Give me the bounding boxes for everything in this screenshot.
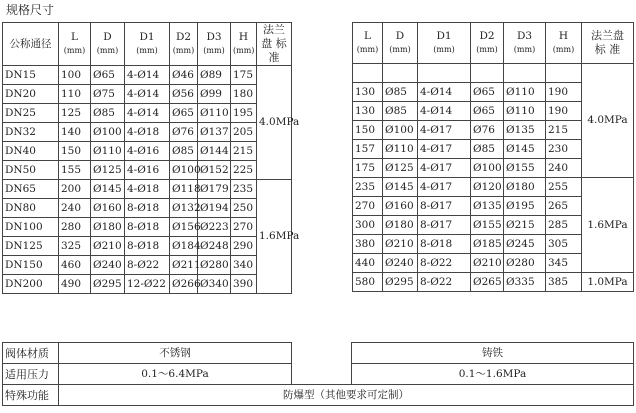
table-cell [383,64,418,83]
table-cell: Ø110 [504,83,546,102]
nominal-diameter-cell: DN80 [3,199,59,218]
nominal-diameter-cell: DN200 [3,275,59,294]
table-cell: 8-Ø18 [418,235,471,254]
table-cell: 157 [353,140,383,159]
table-cell: 4-Ø16 [125,142,170,161]
table-cell: 225 [231,161,257,180]
table-cell [471,64,504,83]
table-cell: 250 [231,199,257,218]
table-cell: 4-Ø14 [418,102,471,121]
table-cell: 130 [353,102,383,121]
table-cell: 155 [59,161,91,180]
header-label: H [238,31,249,43]
left-spec-table [2,22,300,294]
table-cell: 8-Ø22 [125,256,170,275]
header-unit: (mm) [433,45,455,54]
table-cell: 150 [59,142,91,161]
nominal-diameter-cell: DN50 [3,161,59,180]
right-spec-table [352,22,634,292]
table-cell [546,64,582,83]
table-cell: 290 [231,237,257,256]
table-cell: 4-Ø17 [418,140,471,159]
table-cell: 490 [59,275,91,294]
header-unit: (mm) [63,46,86,55]
table-cell: Ø56 [170,85,198,104]
table-row [3,66,292,85]
table-cell: Ø125 [383,159,418,178]
table-cell: Ø65 [170,104,198,123]
flange-pressure-cell: 4.0MPa [582,64,634,178]
table-cell: Ø65 [471,83,504,102]
table-row [3,85,292,104]
table-cell: 190 [546,83,582,102]
table-cell: Ø120 [471,178,504,197]
table-cell: 8-Ø22 [418,254,471,273]
table-cell: 280 [59,218,91,237]
table-cell: 390 [231,275,257,294]
table-cell: 215 [546,121,582,140]
pressure-label: 适用压力 [3,364,59,385]
header-unit: (mm) [552,45,575,54]
table-cell: Ø76 [471,121,504,140]
table-cell: Ø99 [198,85,231,104]
header-unit: (mm) [389,45,411,54]
header-cell [353,23,383,64]
header-label: 公称通径 [9,37,52,50]
header-label: D3 [516,30,533,42]
header-label: D1 [436,30,452,42]
table-row [3,199,292,218]
table-cell: 4-Ø14 [125,85,170,104]
table-cell: Ø100 [170,161,198,180]
table-cell: Ø248 [198,237,231,256]
table-cell: Ø210 [91,237,125,256]
header-label: H [558,30,569,42]
table-cell: Ø295 [383,273,418,292]
table-cell: Ø335 [504,273,546,292]
flange-pressure-cell: 4.0MPa [257,66,292,180]
table-cell: 8-Ø18 [125,237,170,256]
table-row [353,64,634,83]
table-cell: 325 [59,237,91,256]
nominal-diameter-cell: DN65 [3,180,59,199]
table-cell: 8-Ø17 [418,216,471,235]
table-row [3,142,292,161]
header-label: 法兰盘 标 准 [591,29,624,56]
nominal-diameter-cell: DN15 [3,66,59,85]
pressure-left: 0.1～6.4MPa [59,364,292,385]
table-cell: 125 [59,104,91,123]
table-cell: Ø85 [383,83,418,102]
table-cell: 8-Ø18 [125,199,170,218]
table-cell: 110 [59,85,91,104]
table-cell: Ø145 [504,140,546,159]
table-cell: Ø85 [91,104,125,123]
table-cell: 235 [353,178,383,197]
header-unit: (mm) [136,46,158,55]
nominal-diameter-cell: DN40 [3,142,59,161]
header-label: D [395,30,405,42]
table-cell: 340 [231,256,257,275]
table-cell: Ø215 [504,216,546,235]
header-label: D1 [139,31,155,43]
header-cell [257,23,292,66]
table-cell: Ø155 [504,159,546,178]
header-label: D3 [206,31,222,43]
table-cell: 150 [353,121,383,140]
table-cell: Ø100 [91,123,125,142]
table-cell: 4-Ø18 [125,123,170,142]
table-cell: Ø110 [198,104,231,123]
table-cell: 385 [546,273,582,292]
header-unit: (mm) [233,46,255,55]
table-cell: Ø155 [471,216,504,235]
table-row [353,273,634,292]
nominal-diameter-cell: DN100 [3,218,59,237]
header-cell [3,23,59,66]
table-cell: 240 [59,199,91,218]
table-cell: Ø240 [91,256,125,275]
header-unit: (mm) [172,46,195,55]
table-cell: Ø110 [504,102,546,121]
table-cell [418,64,471,83]
table-cell: Ø100 [383,121,418,140]
special-label: 特殊功能 [3,385,59,406]
header-cell [471,23,504,64]
header-unit: (mm) [203,46,225,55]
table-cell: Ø100 [471,159,504,178]
table-cell: Ø156 [170,218,198,237]
nominal-diameter-cell: DN32 [3,123,59,142]
material-table [2,342,634,406]
table-cell: 240 [546,159,582,178]
table-cell: 230 [546,140,582,159]
page-title: 规格尺寸 [6,3,55,17]
table-cell: 270 [353,197,383,216]
table-cell: 140 [59,123,91,142]
table-cell: Ø223 [198,218,231,237]
flange-pressure-cell: 1.6MPa [582,178,634,273]
table-row [3,256,292,275]
table-cell: Ø75 [91,85,125,104]
table-cell: Ø185 [471,235,504,254]
header-label: 法兰盘 标 准 [261,23,287,64]
table-cell: 4-Ø14 [418,83,471,102]
table-cell: Ø85 [170,142,198,161]
table-cell: Ø110 [383,140,418,159]
table-cell: Ø265 [471,273,504,292]
table-cell: Ø211 [170,256,198,275]
header-label: L [71,31,78,43]
table-cell: 4-Ø18 [125,180,170,199]
table-cell: 285 [546,216,582,235]
table-cell: Ø195 [504,197,546,216]
gap-cell [292,343,352,364]
table-cell: 205 [231,123,257,142]
table-cell: Ø184 [170,237,198,256]
nominal-diameter-cell: DN150 [3,256,59,275]
nominal-diameter-cell: DN25 [3,104,59,123]
table-cell: Ø135 [504,121,546,140]
table-cell [353,64,383,83]
table-row [3,237,292,256]
header-label: D2 [175,31,192,43]
header-cell [504,23,546,64]
table-cell: Ø179 [198,180,231,199]
header-unit: (mm) [96,46,119,55]
header-cell [198,23,231,66]
table-cell: Ø240 [383,254,418,273]
table-cell: Ø89 [198,66,231,85]
table-cell: 440 [353,254,383,273]
material-label: 阀体材质 [3,343,59,364]
table-cell: Ø210 [471,254,504,273]
table-row [3,275,292,294]
header-cell [125,23,170,66]
header-cell [383,23,418,64]
table-cell: Ø266 [170,275,198,294]
table-cell: 255 [546,178,582,197]
table-cell: 175 [231,66,257,85]
nominal-diameter-cell: DN20 [3,85,59,104]
table-cell: Ø85 [471,140,504,159]
table-row [3,161,292,180]
header-cell [59,23,91,66]
flange-pressure-cell: 1.6MPa [257,180,292,294]
table-cell: 180 [231,85,257,104]
table-cell: Ø118 [170,180,198,199]
table-cell: Ø145 [91,180,125,199]
header-cell [418,23,471,64]
table-cell: 215 [231,142,257,161]
table-cell: 345 [546,254,582,273]
table-row [3,104,292,123]
table-cell: 580 [353,273,383,292]
table-cell: Ø160 [91,199,125,218]
table-cell: Ø280 [198,256,231,275]
table-cell: 265 [546,197,582,216]
table-cell: Ø295 [91,275,125,294]
table-cell: 380 [353,235,383,254]
table-cell: 4-Ø16 [125,161,170,180]
table-cell: 200 [59,180,91,199]
table-cell: Ø137 [198,123,231,142]
pressure-right: 0.1～1.6MPa [352,364,634,385]
table-cell: Ø110 [91,142,125,161]
table-cell: Ø132 [170,199,198,218]
table-row [3,123,292,142]
table-cell: 4-Ø14 [125,104,170,123]
table-cell: Ø135 [471,197,504,216]
header-cell [546,23,582,64]
table-cell: 12-Ø22 [125,275,170,294]
table-cell: 235 [231,180,257,199]
table-cell: Ø46 [170,66,198,85]
table-cell: Ø180 [383,216,418,235]
header-unit: (mm) [513,45,536,54]
nominal-diameter-cell: DN125 [3,237,59,256]
table-row [3,218,292,237]
table-cell: Ø280 [504,254,546,273]
gap-cell [292,364,352,385]
table-cell [504,64,546,83]
table-cell: 4-Ø17 [418,178,471,197]
table-cell: 195 [231,104,257,123]
table-cell: 4-Ø14 [125,66,170,85]
table-cell: 270 [231,218,257,237]
table-cell: 8-Ø22 [418,273,471,292]
table-cell: 305 [546,235,582,254]
special-value: 防爆型（其他要求可定制） [59,385,634,406]
table-cell: 190 [546,102,582,121]
header-unit: (mm) [356,45,379,54]
table-cell: Ø180 [504,178,546,197]
table-cell: Ø145 [383,178,418,197]
header-label: D [103,31,112,43]
table-cell: Ø125 [91,161,125,180]
table-row [353,178,634,197]
table-cell: Ø340 [198,275,231,294]
table-cell: Ø194 [198,199,231,218]
header-cell [91,23,125,66]
table-cell: Ø65 [91,66,125,85]
table-cell: 4-Ø17 [418,121,471,140]
header-label: D2 [479,30,495,42]
table-cell: Ø210 [383,235,418,254]
header-unit: (mm) [476,45,498,54]
table-cell: 8-Ø18 [125,218,170,237]
material-right: 铸铁 [352,343,634,364]
header-cell [170,23,198,66]
header-cell [231,23,257,66]
table-cell: 460 [59,256,91,275]
table-cell: 175 [353,159,383,178]
table-cell: 8-Ø17 [418,197,471,216]
table-cell: Ø65 [471,102,504,121]
table-cell: Ø76 [170,123,198,142]
table-cell: Ø152 [198,161,231,180]
material-left: 不锈钢 [59,343,292,364]
table-cell: 300 [353,216,383,235]
flange-pressure-cell: 1.0MPa [582,273,634,292]
header-cell [582,23,634,64]
table-cell: Ø85 [383,102,418,121]
table-cell: 130 [353,83,383,102]
table-cell: Ø144 [198,142,231,161]
table-cell: Ø160 [383,197,418,216]
table-cell: Ø180 [91,218,125,237]
table-cell: 4-Ø17 [418,159,471,178]
header-label: L [364,30,371,42]
table-cell: 100 [59,66,91,85]
table-cell: Ø245 [504,235,546,254]
table-row [3,180,292,199]
